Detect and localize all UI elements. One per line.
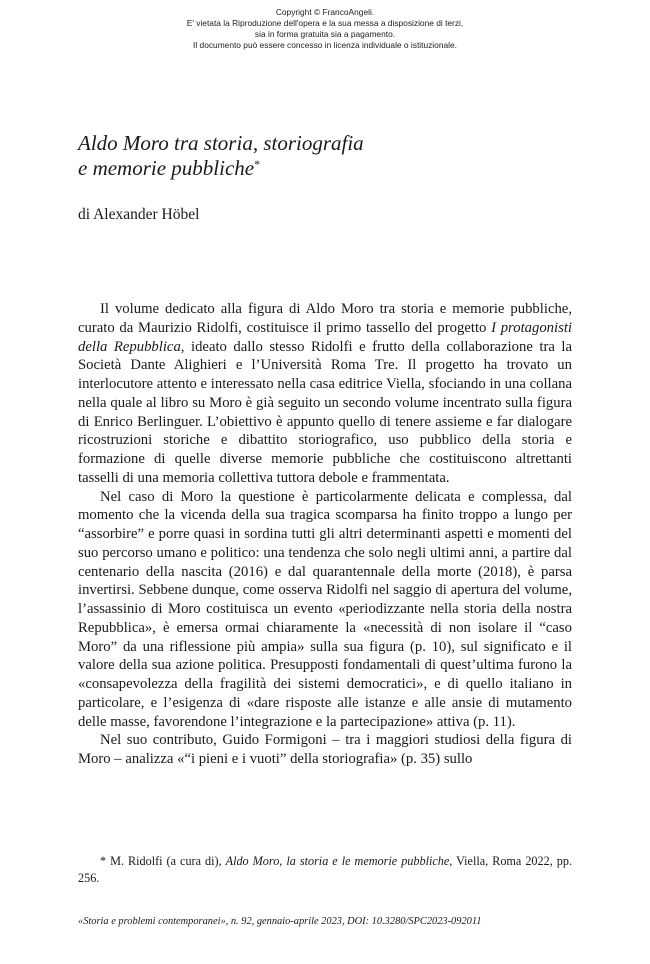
footnote-text	[78, 853, 572, 887]
footnote-book-title: Aldo Moro, la storia e le memorie pubbliche	[225, 854, 450, 868]
copyright-line: E' vietata la Riproduzione dell'opera e la sua messa a disposizione di terzi,	[186, 18, 464, 28]
footnote	[78, 853, 572, 887]
body-paragraph: Nel suo contributo, Guido Formigoni – tra i maggiori studiosi della figura di Moro – analizza «“i pieni e i vuoti” della storiografia» (p. 35) sullo	[78, 732, 572, 767]
article-body	[78, 300, 572, 769]
copyright-notice	[0, 7, 650, 51]
title-footnote-mark: *	[254, 157, 261, 171]
body-paragraph	[78, 300, 572, 488]
footnote-citation: * M. Ridolfi (a cura di),	[100, 854, 226, 868]
article-author: di Alexander Höbel	[78, 206, 200, 223]
copyright-line: Copyright © FrancoAngeli.	[275, 7, 375, 17]
title-line-1: Aldo Moro tra storia, storiografia	[78, 131, 364, 155]
paragraph-text: Il volume dedicato alla figura di Aldo Moro tra storia e memorie pubbliche, curato da Maurizio Ridolfi, costituisce il primo tassello del progetto	[78, 301, 572, 336]
body-paragraph: Nel caso di Moro la questione è particolarmente delicata e complessa, dal momento che la vicenda della sua tragica scomparsa ha finito troppo a lungo per “assorbire” e porre quasi in sordina tutti gli altri determinanti aspetti e momenti del suo percorso umano e politico: una tendenza che solo negli ultimi anni, a partire dal centenario della nascita (2016) e dal quarantennale della morte (2018), è parsa invertirsi. Sebbene dunque, come osserva Ridolfi nel saggio di apertura del volume, l’assassinio di Moro costituisca un evento «periodizzante nella storia della nostra Repubblica», è emersa ormai chiaramente la «necessità di non isolare il “caso Moro” da una riflessione più ampia» sulla sua figura (p. 10), sul significato e il valore della sua azione politica. Presupposti fondamentali di quest’ultima furono la «consapevolezza della fragilità dei sistemi democratici», e di quello italiano in particolare, e l’esigenza di «dare risposte alle istanze e alle ansie di mutamento delle masse, favorendone l’integrazione e la partecipazione» attiva (p. 11).	[78, 488, 572, 730]
title-line-2: e memorie pubbliche	[78, 156, 255, 180]
footnote-publisher: , Viella, Roma 2022, pp. 256.	[78, 854, 573, 885]
article-title	[78, 131, 578, 181]
copyright-line: Il documento può essere concesso in licenza individuale o istituzionale.	[193, 40, 457, 50]
paragraph-text: , ideato dallo stesso Ridolfi e frutto della collaborazione tra la Società Dante Alighieri e l’Università Roma Tre. Il progetto ha trovato un interlocutore attento e interessato nella casa editrice Viella, sfociando in una collana nella quale al libro su Moro è già seguito un secondo volume incentrato sulla figura di Enrico Berlinguer. L’obiettivo è appunto quello di tenere assieme e far dialogare ricostruzioni storiche e dibattito storiografico, uso pubblico della storia e formazione di quelle diverse memorie pubbliche che costituiscono altrettanti tasselli di una memoria collettiva tuttora debole e frammentata.	[78, 338, 572, 486]
project-title: I protagonisti della Repubblica	[78, 319, 572, 355]
copyright-line: sia in forma gratuita sia a pagamento.	[254, 29, 396, 39]
journal-reference: «Storia e problemi contemporanei», n. 92, gennaio-aprile 2023, DOI: 10.3280/SPC2023-092011	[78, 916, 482, 927]
